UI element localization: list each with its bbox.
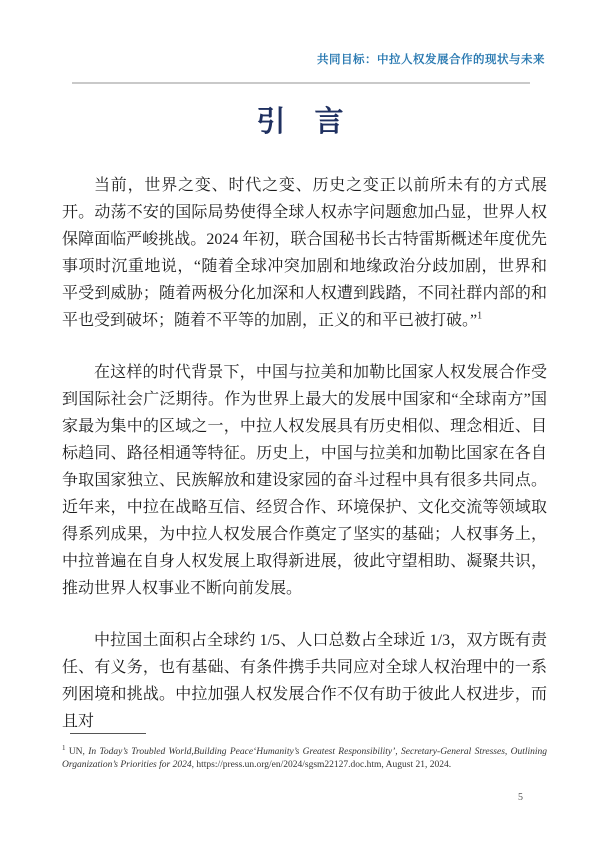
- paragraph-1: [62, 172, 547, 334]
- footnote-reference: 1: [477, 310, 483, 322]
- footnote-marker: 1: [62, 743, 66, 752]
- footnote-divider: [70, 733, 146, 734]
- footnote-citation-title: In Today’s Troubled World,Building Peace‘Humanity’s Greatest Responsibility’, Secretary-General Stresses, Outlining Organization’s Priorities for 2024: [62, 747, 547, 770]
- paragraph-3: 中拉国土面积占全球约 1/5、人口总数占全球近 1/3，双方既有责任、有义务，也有基础、有条件携手共同应对全球人权治理中的一系列困境和挑战。中拉加强人权发展合作不仅有助于彼此人权进步，而且对: [62, 632, 547, 730]
- running-header: 共同目标：中拉人权发展合作的现状与未来: [317, 54, 545, 66]
- header-divider: [72, 82, 530, 84]
- footnote-prefix: UN,: [65, 747, 89, 757]
- paragraph-1-text: 当前，世界之变、时代之变、历史之变正以前所未有的方式展开。动荡不安的国际局势使得全球人权赤字问题愈加凸显，世界人权保障面临严峻挑战。2024 年初，联合国秘书长古特雷斯概述年度优先事项时沉重地说，“随着全球冲突加剧和地缘政治分歧加剧，世界和平受到威胁；随着两极分化加深和人权遭到践踏，不同社群内部的和平也受到破坏；随着不平等的加剧，正义的和平已被打破。”: [62, 177, 547, 329]
- body-content: [62, 172, 547, 760]
- page-number: 5: [518, 792, 523, 803]
- footnote: [62, 743, 547, 772]
- page-title: 引 言: [256, 106, 344, 138]
- paragraph-2: 在这样的时代背景下，中国与拉美和加勒比国家人权发展合作受到国际社会广泛期待。作为世界上最大的发展中国家和“全球南方”国家最为集中的区域之一，中拉人权发展具有历史相似、理念相近、目标趋同、路径相通等特征。历史上，中国与拉美和加勒比国家在各自争取国家独立、民族解放和建设家园的奋斗过程中具有很多共同点。近年来，中拉在战略互信、经贸合作、环境保护、文化交流等领域取得系列成果，为中拉人权发展合作奠定了坚实的基础；人权事务上，中拉普遍在自身人权发展上取得新进展，彼此守望相助、凝聚共识，推动世界人权事业不断向前发展。: [62, 364, 547, 597]
- footnote-suffix: , https://press.un.org/en/2024/sgsm22127.doc.htm, August 21, 2024.: [191, 760, 452, 770]
